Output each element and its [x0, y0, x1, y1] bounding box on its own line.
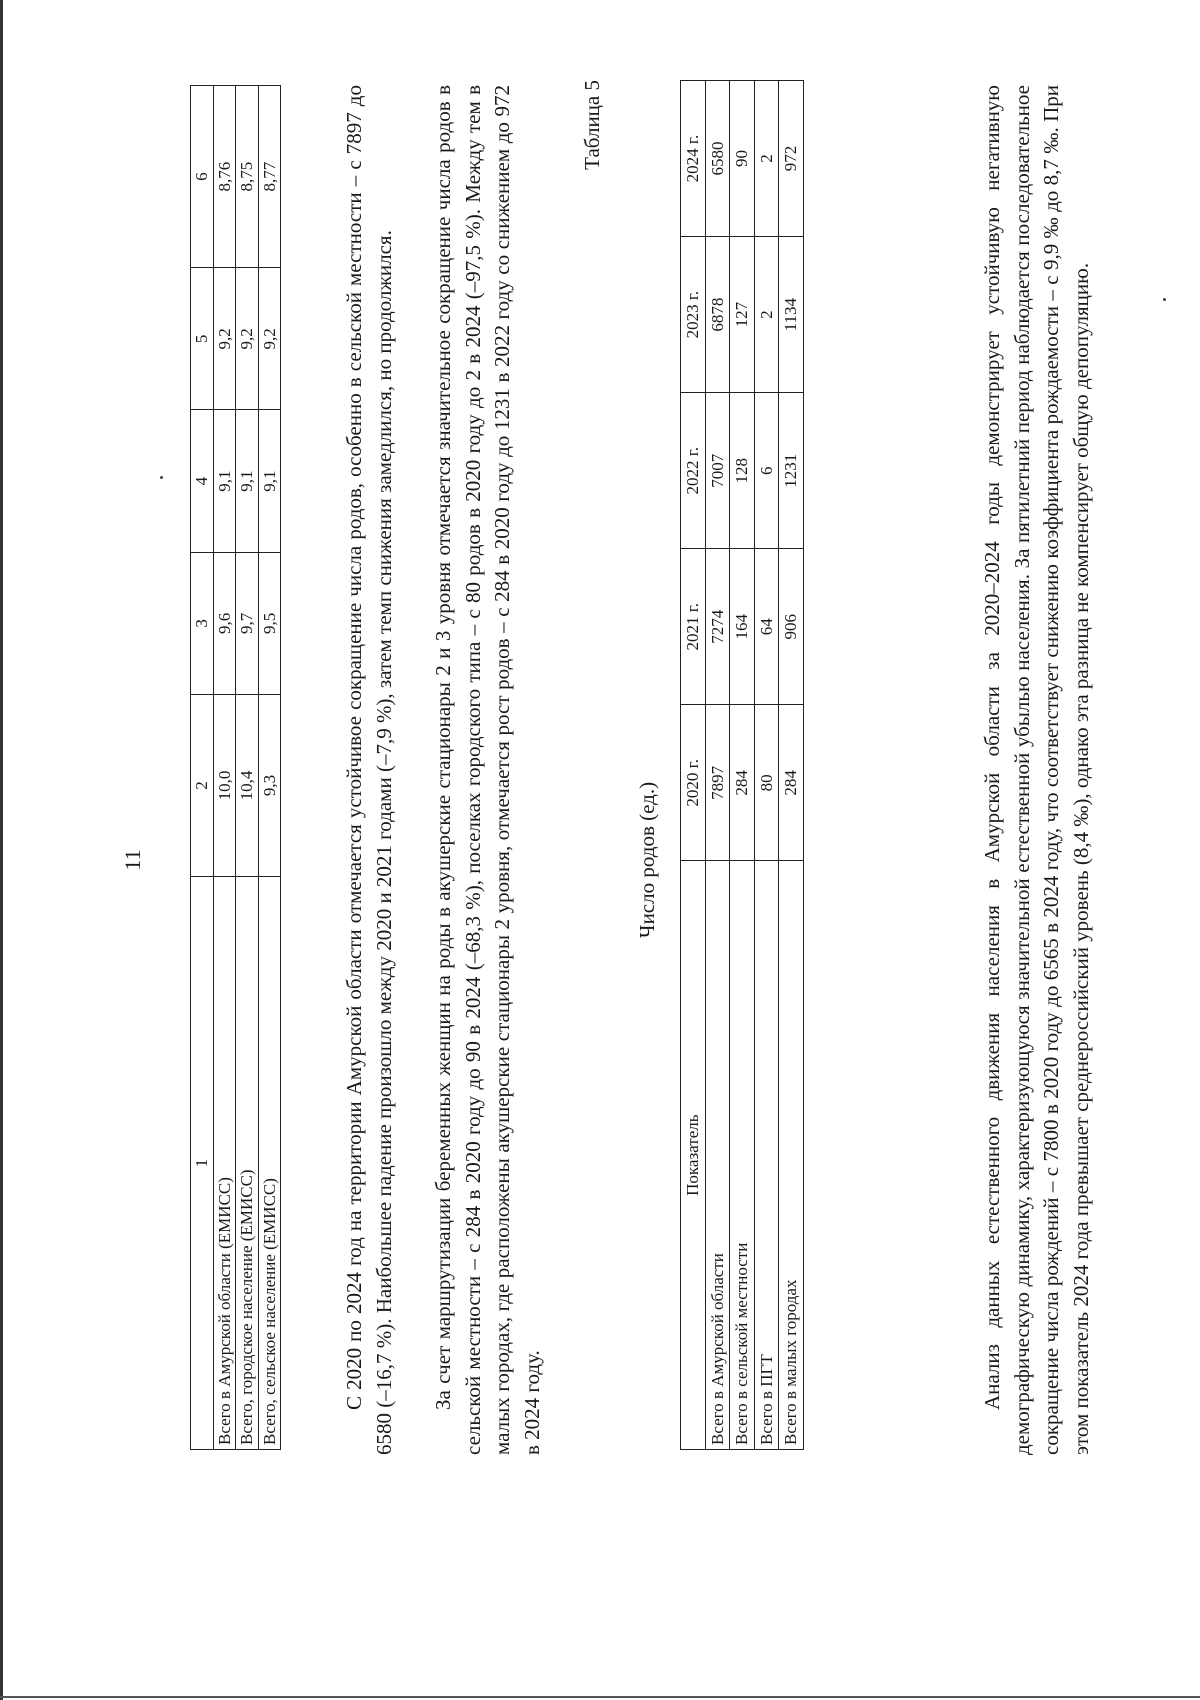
table-cell: 9,5 — [258, 552, 281, 694]
table-cell: 2 — [754, 237, 779, 393]
column-header: 5 — [191, 268, 214, 410]
table-header-row — [191, 86, 214, 1450]
table-cell: 284 — [730, 705, 755, 861]
scan-edge-left — [0, 0, 3, 1700]
table-cell: 8,77 — [258, 86, 281, 268]
table-title: Число родов (ед.) — [635, 781, 659, 939]
table-cell: 9,3 — [258, 694, 281, 876]
table-cell: 7007 — [705, 393, 730, 549]
table-cell: 7274 — [705, 549, 730, 705]
table-cell: 6580 — [705, 81, 730, 237]
table-cell: 9,1 — [213, 410, 236, 552]
paragraph-text: С 2020 по 2024 год на территории Амурской области отмечается устойчивое сокращение числа родов, особенно в сельской местности – с 7897 до 6580 (–16,7 %). Наибольшее падение произошло между 2020 и 2021 годами (–7,9 %), затем темп снижения замедлился, но продолжился. — [342, 85, 396, 1455]
paragraph-routing — [429, 85, 547, 1455]
table-births-count — [680, 80, 804, 1450]
table-cell: 9,2 — [236, 268, 259, 410]
row-label: Всего в Амурской области (ЕМИСС) — [213, 877, 236, 1450]
column-header: 2023 г. — [681, 237, 706, 393]
table-cell: 7897 — [705, 705, 730, 861]
table-cell: 1134 — [779, 237, 804, 393]
column-header: Показатель — [681, 861, 706, 1450]
column-header: 2022 г. — [681, 393, 706, 549]
table-cell: 164 — [730, 549, 755, 705]
table-cell: 284 — [779, 705, 804, 861]
scan-edge-bottom — [0, 1696, 1200, 1698]
table-cell: 2 — [754, 81, 779, 237]
column-header: 6 — [191, 86, 214, 268]
table-birth-rate — [190, 85, 281, 1450]
table-cell: 9,2 — [213, 268, 236, 410]
row-label: Всего, городское население (ЕМИСС) — [236, 877, 259, 1450]
column-header: 4 — [191, 410, 214, 552]
table-cell: 9,1 — [258, 410, 281, 552]
table-row — [705, 81, 730, 1450]
paragraph-births-decline — [340, 85, 399, 1455]
paragraph-text: За счет маршрутизации беременных женщин на роды в акушерские стационары 2 и 3 уровня отмечается значительное сокращение числа родов в сельской местности – с 284 в 2020 году до 90 в 2024 (–68,3 %), поселках городского типа – с 80 родов в 2020 году до 2 в 2024 (–97,5 %). Между тем в малых городах, где расположены акушерские стационары 2 уровня, отмечается рост родов – с 284 в 2020 году до 1231 в 2022 году со снижением до 972 в 2024 году. — [431, 85, 544, 1455]
table-cell: 1231 — [779, 393, 804, 549]
column-header: 2024 г. — [681, 81, 706, 237]
page-number: 11 — [120, 849, 145, 871]
column-header: 2021 г. — [681, 549, 706, 705]
table-cell: 6878 — [705, 237, 730, 393]
table-row — [236, 86, 259, 1450]
paragraph-text: Анализ данных естественного движения населения в Амурской области за 2020–2024 годы демонстрирует устойчивую негативную демографическую динамику, характеризующуюся значительной естественной убылью населения. За пятилетний период наблюдается последовательное сокращение числа рождений – с 7800 в 2020 году до 6565 в 2024 году, что соответствует снижению коэффициента рождаемости – с 9,9 ‰ до 8,7 ‰. При этом показатель 2024 года превышает среднероссийский уровень (8,4 ‰), однако эта разница не компенсирует общую депопуляцию. — [980, 85, 1093, 1455]
row-label: Всего в сельской местности — [730, 861, 755, 1450]
table-row — [754, 81, 779, 1450]
rotated-page-content — [120, 60, 1200, 1660]
row-label: Всего в ПГТ — [754, 861, 779, 1450]
row-label: Всего в Амурской области — [705, 861, 730, 1450]
table-cell: 64 — [754, 549, 779, 705]
table-cell: 9,2 — [258, 268, 281, 410]
table-cell: 90 — [730, 81, 755, 237]
table-cell: 972 — [779, 81, 804, 237]
table-cell: 9,6 — [213, 552, 236, 694]
table-cell: 80 — [754, 705, 779, 861]
paragraph-natural-movement — [978, 85, 1096, 1455]
row-label: Всего, сельское население (ЕМИСС) — [258, 877, 281, 1450]
table-cell: 8,75 — [236, 86, 259, 268]
column-header: 1 — [191, 877, 214, 1450]
table-cell: 10,0 — [213, 694, 236, 876]
table-cell: 8,76 — [213, 86, 236, 268]
table-cell: 128 — [730, 393, 755, 549]
table-row — [730, 81, 755, 1450]
column-header: 2020 г. — [681, 705, 706, 861]
table-cell: 6 — [754, 393, 779, 549]
table-row — [213, 86, 236, 1450]
table-cell: 9,1 — [236, 410, 259, 552]
table-header-row — [681, 81, 706, 1450]
column-header: 3 — [191, 552, 214, 694]
table-label: Таблица 5 — [580, 80, 604, 170]
table-cell: 10,4 — [236, 694, 259, 876]
row-label: Всего в малых городах — [779, 861, 804, 1450]
table-cell: 127 — [730, 237, 755, 393]
table-row — [258, 86, 281, 1450]
table-cell: 906 — [779, 549, 804, 705]
column-header: 2 — [191, 694, 214, 876]
table-cell: 9,7 — [236, 552, 259, 694]
table-row — [779, 81, 804, 1450]
